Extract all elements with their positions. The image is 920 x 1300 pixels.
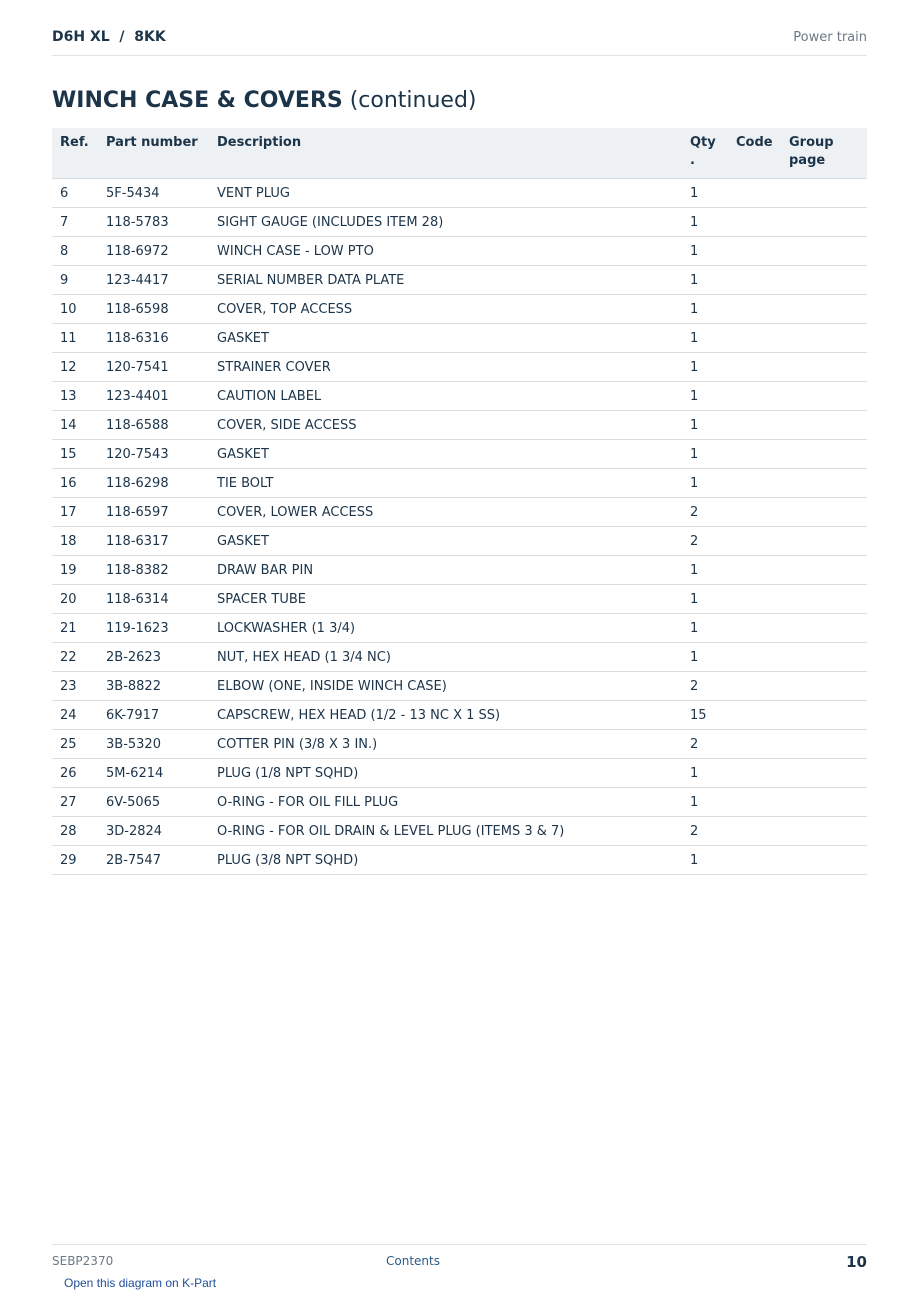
cell-description: COVER, SIDE ACCESS	[209, 411, 682, 440]
kpart-link[interactable]: Open this diagram on K-Part	[64, 1276, 217, 1290]
table-row	[52, 556, 867, 585]
cell-part-number: 118-6298	[98, 469, 209, 498]
cell-group-page	[781, 759, 867, 788]
table-row	[52, 643, 867, 672]
cell-group-page	[781, 469, 867, 498]
cell-ref: 12	[52, 353, 98, 382]
cell-ref: 16	[52, 469, 98, 498]
cell-qty: 15	[682, 701, 728, 730]
cell-qty: 1	[682, 759, 728, 788]
cell-ref: 9	[52, 266, 98, 295]
cell-code	[728, 208, 781, 237]
column-header-ref: Ref.	[52, 128, 98, 179]
cell-description: SERIAL NUMBER DATA PLATE	[209, 266, 682, 295]
table-row	[52, 701, 867, 730]
table-row	[52, 759, 867, 788]
cell-description: WINCH CASE - LOW PTO	[209, 237, 682, 266]
cell-description: STRAINER COVER	[209, 353, 682, 382]
cell-part-number: 118-6316	[98, 324, 209, 353]
cell-group-page	[781, 295, 867, 324]
cell-code	[728, 469, 781, 498]
cell-group-page	[781, 382, 867, 411]
table-row	[52, 266, 867, 295]
table-row	[52, 672, 867, 701]
table-row	[52, 846, 867, 875]
cell-ref: 25	[52, 730, 98, 759]
cell-description: SIGHT GAUGE (INCLUDES ITEM 28)	[209, 208, 682, 237]
cell-group-page	[781, 527, 867, 556]
cell-ref: 28	[52, 817, 98, 846]
cell-ref: 11	[52, 324, 98, 353]
cell-ref: 29	[52, 846, 98, 875]
cell-group-page	[781, 324, 867, 353]
cell-part-number: 123-4417	[98, 266, 209, 295]
parts-table	[52, 128, 867, 875]
cell-ref: 20	[52, 585, 98, 614]
cell-part-number: 120-7543	[98, 440, 209, 469]
cell-code	[728, 614, 781, 643]
cell-part-number: 5F-5434	[98, 179, 209, 208]
qty-header-line1: Qty	[690, 135, 716, 150]
cell-qty: 1	[682, 266, 728, 295]
cell-qty: 1	[682, 556, 728, 585]
page-header	[52, 0, 867, 56]
cell-group-page	[781, 817, 867, 846]
cell-code	[728, 846, 781, 875]
cell-part-number: 3B-8822	[98, 672, 209, 701]
table-row	[52, 208, 867, 237]
cell-part-number: 118-6317	[98, 527, 209, 556]
cell-part-number: 3B-5320	[98, 730, 209, 759]
cell-ref: 6	[52, 179, 98, 208]
cell-group-page	[781, 614, 867, 643]
cell-code	[728, 556, 781, 585]
cell-description: CAUTION LABEL	[209, 382, 682, 411]
cell-description: TIE BOLT	[209, 469, 682, 498]
cell-group-page	[781, 498, 867, 527]
cell-ref: 24	[52, 701, 98, 730]
cell-ref: 14	[52, 411, 98, 440]
table-row	[52, 730, 867, 759]
column-header-part-number: Part number	[98, 128, 209, 179]
column-header-code: Code	[728, 128, 781, 179]
cell-description: DRAW BAR PIN	[209, 556, 682, 585]
cell-part-number: 2B-7547	[98, 846, 209, 875]
cell-ref: 8	[52, 237, 98, 266]
document-number: SEBP2370	[52, 1254, 114, 1268]
table-row	[52, 237, 867, 266]
cell-ref: 27	[52, 788, 98, 817]
cell-description: O-RING - FOR OIL DRAIN & LEVEL PLUG (ITEMS 3 & 7)	[209, 817, 682, 846]
table-row	[52, 324, 867, 353]
cell-part-number: 118-6314	[98, 585, 209, 614]
cell-code	[728, 237, 781, 266]
cell-qty: 1	[682, 614, 728, 643]
cell-group-page	[781, 643, 867, 672]
cell-part-number: 118-5783	[98, 208, 209, 237]
cell-qty: 1	[682, 208, 728, 237]
cell-code	[728, 759, 781, 788]
cell-qty: 2	[682, 730, 728, 759]
cell-code	[728, 817, 781, 846]
cell-qty: 1	[682, 179, 728, 208]
cell-part-number: 6V-5065	[98, 788, 209, 817]
cell-description: GASKET	[209, 324, 682, 353]
cell-qty: 1	[682, 382, 728, 411]
cell-qty: 2	[682, 498, 728, 527]
cell-ref: 19	[52, 556, 98, 585]
cell-description: VENT PLUG	[209, 179, 682, 208]
cell-qty: 1	[682, 237, 728, 266]
cell-qty: 2	[682, 817, 728, 846]
cell-group-page	[781, 556, 867, 585]
column-header-description: Description	[209, 128, 682, 179]
cell-qty: 2	[682, 672, 728, 701]
column-header-qty	[682, 128, 728, 179]
cell-description: ELBOW (ONE, INSIDE WINCH CASE)	[209, 672, 682, 701]
cell-ref: 13	[52, 382, 98, 411]
cell-description: PLUG (3/8 NPT SQHD)	[209, 846, 682, 875]
cell-part-number: 3D-2824	[98, 817, 209, 846]
cell-code	[728, 730, 781, 759]
table-row	[52, 411, 867, 440]
cell-code	[728, 382, 781, 411]
table-row	[52, 179, 867, 208]
table-row	[52, 788, 867, 817]
cell-part-number: 118-8382	[98, 556, 209, 585]
cell-ref: 23	[52, 672, 98, 701]
cell-qty: 1	[682, 440, 728, 469]
table-row	[52, 353, 867, 382]
cell-qty: 1	[682, 353, 728, 382]
cell-qty: 2	[682, 527, 728, 556]
table-row	[52, 614, 867, 643]
table-row	[52, 817, 867, 846]
cell-part-number: 6K-7917	[98, 701, 209, 730]
cell-part-number: 118-6588	[98, 411, 209, 440]
cell-code	[728, 324, 781, 353]
cell-description: LOCKWASHER (1 3/4)	[209, 614, 682, 643]
column-header-group-page	[781, 128, 867, 179]
cell-description: COVER, LOWER ACCESS	[209, 498, 682, 527]
cell-code	[728, 179, 781, 208]
cell-group-page	[781, 353, 867, 382]
table-row	[52, 527, 867, 556]
qty-header-line2: .	[690, 153, 695, 168]
table-row	[52, 295, 867, 324]
contents-link[interactable]: Contents	[386, 1254, 440, 1268]
cell-ref: 22	[52, 643, 98, 672]
cell-qty: 1	[682, 469, 728, 498]
cell-qty: 1	[682, 324, 728, 353]
cell-description: GASKET	[209, 527, 682, 556]
cell-part-number: 123-4401	[98, 382, 209, 411]
cell-description: SPACER TUBE	[209, 585, 682, 614]
cell-code	[728, 672, 781, 701]
cell-code	[728, 788, 781, 817]
cell-ref: 17	[52, 498, 98, 527]
cell-description: COTTER PIN (3/8 X 3 IN.)	[209, 730, 682, 759]
cell-qty: 1	[682, 585, 728, 614]
cell-ref: 26	[52, 759, 98, 788]
table-row	[52, 382, 867, 411]
cell-part-number: 5M-6214	[98, 759, 209, 788]
cell-code	[728, 295, 781, 324]
cell-ref: 18	[52, 527, 98, 556]
cell-code	[728, 643, 781, 672]
cell-code	[728, 498, 781, 527]
cell-group-page	[781, 440, 867, 469]
cell-description: O-RING - FOR OIL FILL PLUG	[209, 788, 682, 817]
parts-table-body	[52, 179, 867, 875]
section-name: Power train	[793, 30, 867, 45]
cell-group-page	[781, 701, 867, 730]
cell-code	[728, 585, 781, 614]
page-title-suffix: (continued)	[342, 88, 477, 113]
cell-group-page	[781, 208, 867, 237]
cell-description: GASKET	[209, 440, 682, 469]
cell-ref: 15	[52, 440, 98, 469]
machine-model: D6H XL / 8KK	[52, 29, 166, 45]
cell-code	[728, 411, 781, 440]
cell-group-page	[781, 266, 867, 295]
cell-group-page	[781, 730, 867, 759]
cell-code	[728, 440, 781, 469]
cell-group-page	[781, 672, 867, 701]
cell-part-number: 120-7541	[98, 353, 209, 382]
cell-qty: 1	[682, 295, 728, 324]
cell-qty: 1	[682, 788, 728, 817]
group-header-line2: page	[789, 153, 826, 168]
cell-code	[728, 527, 781, 556]
cell-code	[728, 353, 781, 382]
cell-group-page	[781, 411, 867, 440]
page-title	[52, 88, 477, 113]
cell-code	[728, 701, 781, 730]
cell-code	[728, 266, 781, 295]
cell-group-page	[781, 846, 867, 875]
table-row	[52, 498, 867, 527]
table-row	[52, 440, 867, 469]
cell-qty: 1	[682, 846, 728, 875]
cell-group-page	[781, 585, 867, 614]
table-header-row	[52, 128, 867, 179]
cell-description: NUT, HEX HEAD (1 3/4 NC)	[209, 643, 682, 672]
cell-ref: 7	[52, 208, 98, 237]
cell-part-number: 118-6972	[98, 237, 209, 266]
cell-description: CAPSCREW, HEX HEAD (1/2 - 13 NC X 1 SS)	[209, 701, 682, 730]
cell-part-number: 2B-2623	[98, 643, 209, 672]
cell-description: PLUG (1/8 NPT SQHD)	[209, 759, 682, 788]
cell-part-number: 118-6598	[98, 295, 209, 324]
cell-group-page	[781, 788, 867, 817]
cell-description: COVER, TOP ACCESS	[209, 295, 682, 324]
cell-part-number: 118-6597	[98, 498, 209, 527]
cell-qty: 1	[682, 643, 728, 672]
cell-group-page	[781, 237, 867, 266]
table-row	[52, 469, 867, 498]
page-number: 10	[846, 1253, 867, 1271]
cell-ref: 10	[52, 295, 98, 324]
cell-ref: 21	[52, 614, 98, 643]
group-header-line1: Group	[789, 135, 834, 150]
table-row	[52, 585, 867, 614]
cell-group-page	[781, 179, 867, 208]
page-title-main: WINCH CASE & COVERS	[52, 88, 343, 113]
cell-qty: 1	[682, 411, 728, 440]
cell-part-number: 119-1623	[98, 614, 209, 643]
